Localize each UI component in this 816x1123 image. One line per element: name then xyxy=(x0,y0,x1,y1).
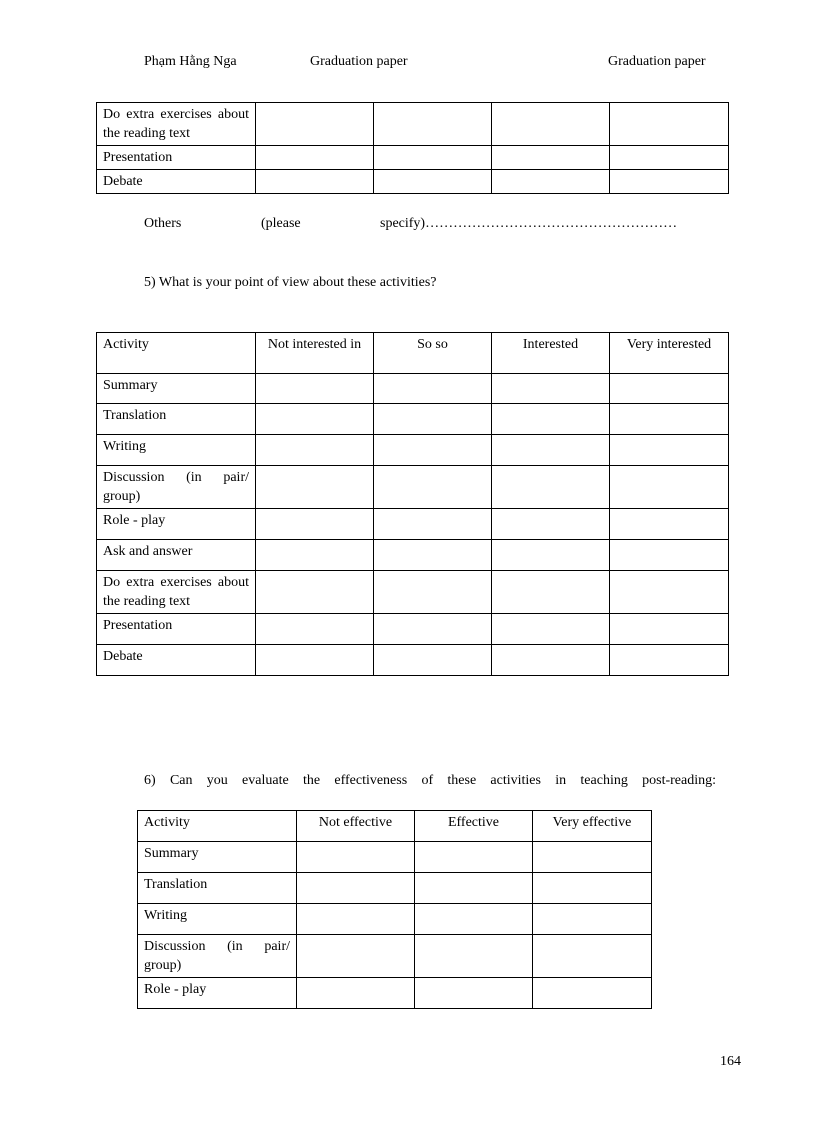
answer-cell[interactable] xyxy=(533,842,652,873)
activity-cell: Translation xyxy=(97,404,256,435)
answer-cell[interactable] xyxy=(374,435,492,466)
activity-cell: Writing xyxy=(138,904,297,935)
table-row xyxy=(97,146,729,170)
activity-cell: Summary xyxy=(138,842,297,873)
others-label: Others xyxy=(144,216,182,231)
activity-cell: Presentation xyxy=(97,146,256,170)
answer-cell[interactable] xyxy=(533,904,652,935)
answer-cell[interactable] xyxy=(533,978,652,1009)
answer-cell[interactable] xyxy=(256,404,374,435)
table-row xyxy=(97,509,729,540)
answer-cell[interactable] xyxy=(492,103,610,146)
header-author: Phạm Hằng Nga xyxy=(144,54,237,69)
activity-cell: Do extra exercises about the reading text xyxy=(97,103,256,146)
page-number: 164 xyxy=(720,1054,741,1069)
activity-cell: Writing xyxy=(97,435,256,466)
table-row xyxy=(97,614,729,645)
answer-cell[interactable] xyxy=(415,873,533,904)
answer-cell[interactable] xyxy=(256,170,374,194)
activity-cell: Discussion (in pair/ group) xyxy=(97,466,256,509)
answer-cell[interactable] xyxy=(256,509,374,540)
others-specify-line: specify)……………………………………………… xyxy=(380,216,678,231)
answer-cell[interactable] xyxy=(374,540,492,571)
answer-cell[interactable] xyxy=(610,540,729,571)
column-header: So so xyxy=(374,333,492,374)
table-row xyxy=(97,571,729,614)
table-row xyxy=(97,103,729,146)
others-please: (please xyxy=(261,216,301,231)
answer-cell[interactable] xyxy=(374,466,492,509)
answer-cell[interactable] xyxy=(492,509,610,540)
table-row xyxy=(97,404,729,435)
column-header: Very effective xyxy=(533,811,652,842)
answer-cell[interactable] xyxy=(610,404,729,435)
column-header: Not interested in xyxy=(256,333,374,374)
answer-cell[interactable] xyxy=(297,978,415,1009)
table-question-5 xyxy=(96,332,729,676)
table-row xyxy=(97,466,729,509)
answer-cell[interactable] xyxy=(610,170,729,194)
answer-cell[interactable] xyxy=(256,374,374,404)
activity-cell: Debate xyxy=(97,170,256,194)
table-row xyxy=(138,873,652,904)
activity-cell: Debate xyxy=(97,645,256,676)
column-header: Not effective xyxy=(297,811,415,842)
table-row xyxy=(138,904,652,935)
activity-cell: Summary xyxy=(97,374,256,404)
answer-cell[interactable] xyxy=(374,571,492,614)
question-5: 5) What is your point of view about these activities? xyxy=(144,275,437,290)
column-header: Effective xyxy=(415,811,533,842)
column-header: Interested xyxy=(492,333,610,374)
answer-cell[interactable] xyxy=(492,466,610,509)
answer-cell[interactable] xyxy=(610,103,729,146)
table-row xyxy=(97,170,729,194)
table-row xyxy=(138,935,652,978)
answer-cell[interactable] xyxy=(374,374,492,404)
activity-cell: Role - play xyxy=(97,509,256,540)
answer-cell[interactable] xyxy=(492,374,610,404)
answer-cell[interactable] xyxy=(374,146,492,170)
answer-cell[interactable] xyxy=(610,435,729,466)
column-header: Very interested xyxy=(610,333,729,374)
answer-cell[interactable] xyxy=(492,645,610,676)
answer-cell[interactable] xyxy=(492,435,610,466)
answer-cell[interactable] xyxy=(256,435,374,466)
answer-cell[interactable] xyxy=(256,146,374,170)
answer-cell[interactable] xyxy=(533,935,652,978)
answer-cell[interactable] xyxy=(415,904,533,935)
answer-cell[interactable] xyxy=(256,645,374,676)
table-row xyxy=(97,435,729,466)
activity-cell: Ask and answer xyxy=(97,540,256,571)
header-title-center: Graduation paper xyxy=(310,54,408,69)
answer-cell[interactable] xyxy=(533,873,652,904)
answer-cell[interactable] xyxy=(492,146,610,170)
column-header: Activity xyxy=(97,333,256,374)
answer-cell[interactable] xyxy=(415,978,533,1009)
table-row xyxy=(138,842,652,873)
answer-cell[interactable] xyxy=(610,374,729,404)
table-header-row xyxy=(97,333,729,374)
answer-cell[interactable] xyxy=(256,540,374,571)
answer-cell[interactable] xyxy=(374,404,492,435)
answer-cell[interactable] xyxy=(256,466,374,509)
answer-cell[interactable] xyxy=(492,540,610,571)
table-top xyxy=(96,102,729,194)
answer-cell[interactable] xyxy=(492,170,610,194)
answer-cell[interactable] xyxy=(492,571,610,614)
answer-cell[interactable] xyxy=(297,873,415,904)
activity-cell: Role - play xyxy=(138,978,297,1009)
answer-cell[interactable] xyxy=(610,466,729,509)
answer-cell[interactable] xyxy=(415,842,533,873)
activity-cell: Discussion (in pair/ group) xyxy=(138,935,297,978)
answer-cell[interactable] xyxy=(374,645,492,676)
answer-cell[interactable] xyxy=(256,103,374,146)
activity-cell: Presentation xyxy=(97,614,256,645)
table-header-row xyxy=(138,811,652,842)
table-row xyxy=(138,978,652,1009)
answer-cell[interactable] xyxy=(297,842,415,873)
table-row xyxy=(97,540,729,571)
table-row xyxy=(97,374,729,404)
activity-cell: Do extra exercises about the reading text xyxy=(97,571,256,614)
answer-cell[interactable] xyxy=(256,614,374,645)
answer-cell[interactable] xyxy=(297,935,415,978)
answer-cell[interactable] xyxy=(610,571,729,614)
table-question-6 xyxy=(137,810,652,1009)
answer-cell[interactable] xyxy=(610,146,729,170)
header-title-right: Graduation paper xyxy=(608,54,706,69)
answer-cell[interactable] xyxy=(610,509,729,540)
table-row xyxy=(97,645,729,676)
question-6: 6) Can you evaluate the effectiveness of these activities in teaching post-reading: xyxy=(144,773,716,788)
answer-cell[interactable] xyxy=(374,170,492,194)
answer-cell[interactable] xyxy=(610,614,729,645)
answer-cell[interactable] xyxy=(415,935,533,978)
answer-cell[interactable] xyxy=(256,571,374,614)
answer-cell[interactable] xyxy=(297,904,415,935)
activity-cell: Translation xyxy=(138,873,297,904)
answer-cell[interactable] xyxy=(492,614,610,645)
answer-cell[interactable] xyxy=(492,404,610,435)
answer-cell[interactable] xyxy=(374,103,492,146)
answer-cell[interactable] xyxy=(374,509,492,540)
answer-cell[interactable] xyxy=(374,614,492,645)
answer-cell[interactable] xyxy=(610,645,729,676)
column-header: Activity xyxy=(138,811,297,842)
